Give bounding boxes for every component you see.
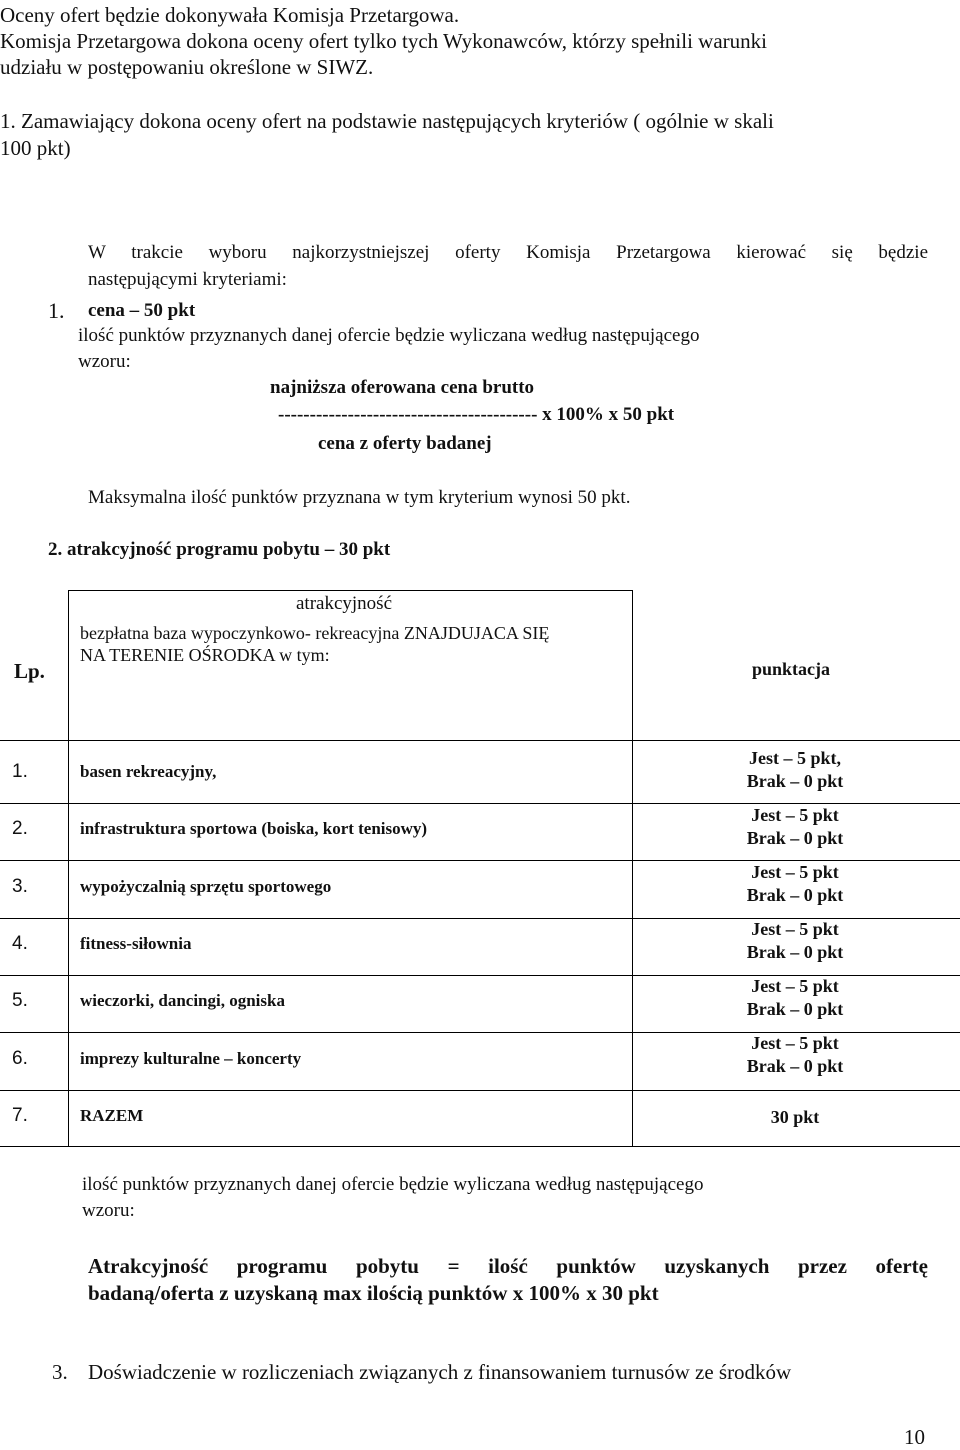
criterion-1-number: 1. [48, 298, 65, 323]
page-number: 10 [904, 1425, 925, 1449]
criterion-2-title: 2. atrakcyjność programu pobytu – 30 pkt [48, 539, 391, 560]
row-item: wypożyczalnią sprzętu sportowego [80, 877, 332, 896]
selection-line-1: W trakcie wyboru najkorzystniejszej oferty Komisja Przetargowa kierować się będzie [88, 242, 928, 263]
selection-line-2: następującymi kryteriami: [88, 269, 287, 290]
row-number: 7. [12, 1105, 28, 1126]
table-header-lp: Lp. [14, 659, 45, 683]
table-header-desc-line-1: bezpłatna baza wypoczynkowo- rekreacyjna ZNAJDUJACA SIĘ [80, 623, 550, 643]
row-score: Jest – 5 pkt Brak – 0 pkt [746, 1033, 844, 1076]
intro-line-3: udziału w postępowaniu określone w SIWZ. [0, 55, 374, 79]
after-table-desc-line-1: ilość punktów przyznanych danej ofercie będzie wyliczana według następującego [82, 1174, 704, 1195]
criterion-3-title: Doświadczenie w rozliczeniach związanych z finansowaniem turnusów ze środków [88, 1360, 792, 1384]
criterion-1-title: cena – 50 pkt [88, 300, 196, 321]
intro-line-1: Oceny ofert będzie dokonywała Komisja Przetargowa. [0, 3, 460, 27]
criteria-intro-line-2: 100 pkt) [0, 136, 71, 160]
attractiveness-formula-line-2: badaną/oferta z uzyskaną max ilością punktów x 100% x 30 pkt [88, 1281, 659, 1305]
row-item: fitness-siłownia [80, 934, 192, 953]
row-item: basen rekreacyjny, [80, 762, 217, 781]
row-score: Jest – 5 pkt, Brak – 0 pkt [746, 748, 844, 791]
formula-fraction-line: ----------------------------------------- x 100% x 50 pkt [278, 404, 675, 425]
criteria-intro-line-1: 1. Zamawiający dokona oceny ofert na podstawie następujących kryteriów ( ogólnie w skali [0, 109, 774, 133]
row-score: Jest – 5 pkt Brak – 0 pkt [746, 805, 844, 848]
criterion-3-number: 3. [52, 1360, 68, 1384]
row-number: 2. [12, 818, 28, 839]
intro-line-2: Komisja Przetargowa dokona oceny ofert tylko tych Wykonawców, którzy spełnili warunki [0, 29, 767, 53]
after-table-desc-line-2: wzoru: [82, 1200, 135, 1221]
row-item: RAZEM [80, 1106, 144, 1125]
table-header-attractiveness: atrakcyjność [296, 593, 393, 614]
formula-numerator: najniższa oferowana cena brutto [270, 377, 535, 398]
row-score: 30 pkt [770, 1107, 820, 1127]
row-number: 4. [12, 933, 28, 954]
table-header-desc-line-2: NA TERENIE OŚRODKA w tym: [80, 645, 330, 665]
row-item: wieczorki, dancingi, ogniska [80, 991, 285, 1010]
criterion-1-max: Maksymalna ilość punktów przyznana w tym kryterium wynosi 50 pkt. [88, 487, 631, 508]
row-score: Jest – 5 pkt Brak – 0 pkt [746, 862, 844, 905]
row-item: infrastruktura sportowa (boiska, kort tenisowy) [80, 819, 428, 838]
row-item: imprezy kulturalne – koncerty [80, 1049, 302, 1068]
formula-denominator: cena z oferty badanej [318, 433, 492, 454]
row-number: 3. [12, 876, 28, 897]
row-score: Jest – 5 pkt Brak – 0 pkt [746, 976, 844, 1019]
attractiveness-formula-line-1: Atrakcyjność programu pobytu = ilość punktów uzyskanych przez ofertę [88, 1254, 928, 1278]
table-header-score: punktacja [752, 659, 831, 679]
criterion-1-desc-line-1: ilość punktów przyznanych danej ofercie będzie wyliczana według następującego [78, 325, 700, 346]
criterion-1-desc-line-2: wzoru: [78, 351, 131, 372]
row-number: 1. [12, 761, 28, 782]
row-number: 5. [12, 990, 28, 1011]
row-score: Jest – 5 pkt Brak – 0 pkt [746, 919, 844, 962]
row-number: 6. [12, 1048, 28, 1069]
